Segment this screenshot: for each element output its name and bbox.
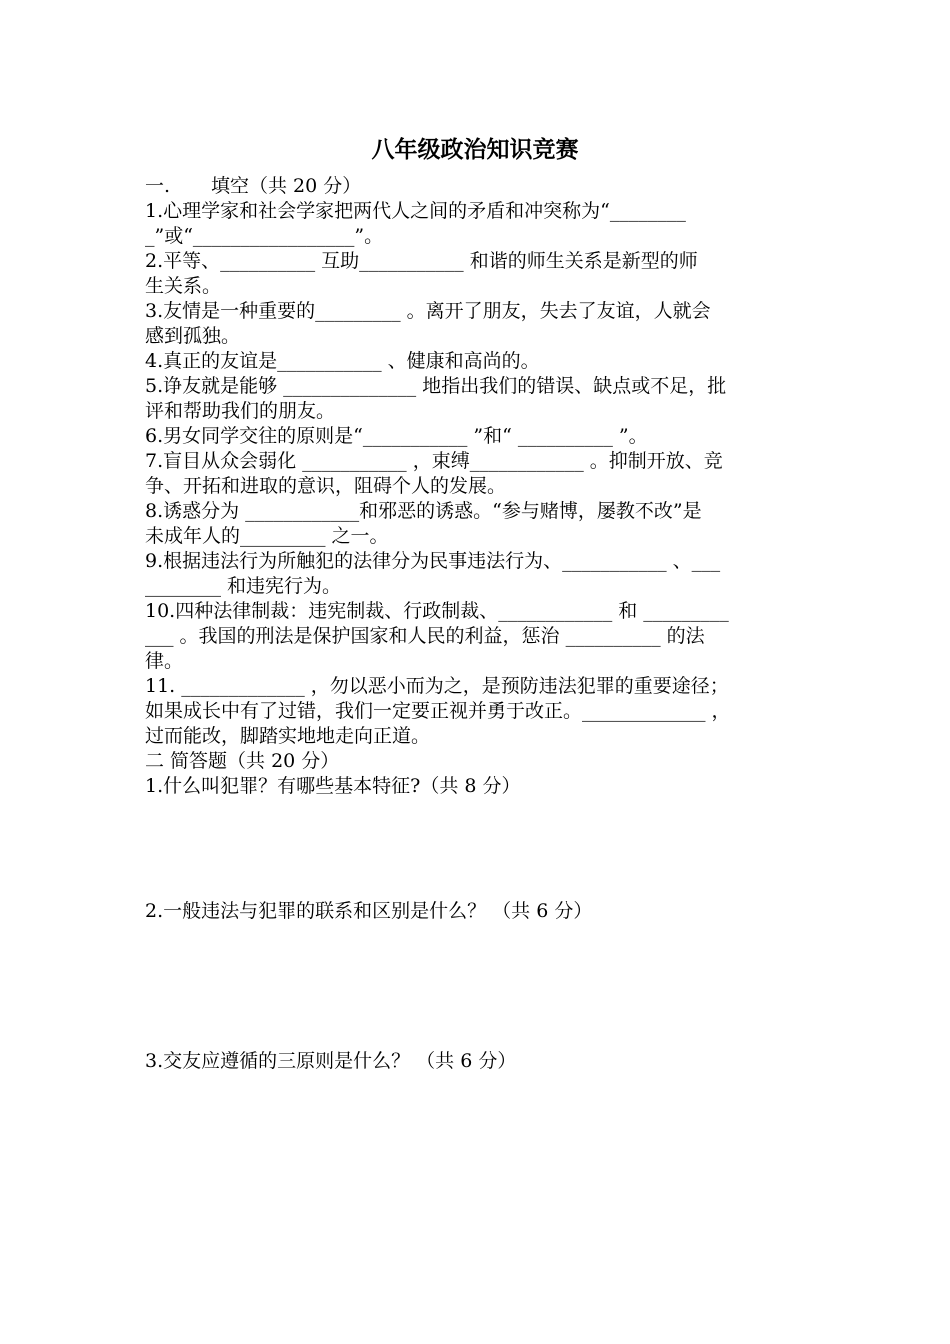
section-heading-fill-in	[145, 174, 810, 199]
fill-in-line: 9.根据违法行为所触犯的法律分为民事违法行为、___________ 、___	[145, 550, 721, 572]
fill-in-line: 如果成长中有了过错，我们一定要正视并勇于改正。_____________ ，	[145, 700, 731, 722]
question-3: 3.交友应遵循的三原则是什么？ （共 6 分）	[145, 1050, 517, 1072]
section-heading-short-answer: 二 简答题（共 20 分）	[145, 750, 340, 772]
fill-in-line: 2.平等、__________ 互助___________ 和谐的师生关系是新型的师	[145, 250, 698, 272]
fill-in-line: 生关系。	[145, 275, 222, 297]
fill-in-line: 争、开拓和进取的意识，阻碍个人的发展。	[145, 475, 507, 497]
fill-in-line: 未成年人的_________ 之一。	[145, 525, 389, 547]
fill-in-line: _”或“_________________”。	[145, 225, 384, 247]
section-title: 填空（共 20 分）	[211, 175, 362, 197]
fill-in-line: 6.男女同学交往的原则是“___________ ”和“ __________ ”。	[145, 425, 648, 447]
fill-in-line: ________ 和违宪行为。	[145, 575, 342, 597]
fill-in-line: 8.诱惑分为 ____________和邪恶的诱惑。“参与赌博，屡教不改”是	[145, 500, 702, 522]
question-1: 1.什么叫犯罪？有哪些基本特征?（共 8 分）	[145, 775, 521, 797]
fill-in-line: 律。	[145, 650, 184, 672]
fill-in-line: 3.友情是一种重要的_________ 。离开了朋友，失去了友谊，人就会	[145, 300, 711, 322]
fill-in-line: ___ 。我国的刑法是保护国家和人民的利益，惩治 __________ 的法	[145, 625, 705, 647]
document-title: 八年级政治知识竞赛	[371, 136, 579, 163]
fill-in-line: 5.诤友就是能够 ______________ 地指出我们的错误、缺点或不足，批	[145, 375, 727, 397]
document-body	[145, 174, 810, 1074]
fill-in-line: 评和帮助我们的朋友。	[145, 400, 336, 422]
fill-in-line: 10.四种法律制裁：违宪制裁、行政制裁、____________ 和 _________	[145, 600, 729, 622]
fill-in-line: 1.心理学家和社会学家把两代人之间的矛盾和冲突称为“________	[145, 200, 686, 222]
fill-in-line: 4.真正的友谊是___________ 、健康和高尚的。	[145, 350, 540, 372]
fill-in-line: 感到孤独。	[145, 325, 241, 347]
question-2: 2.一般违法与犯罪的联系和区别是什么？ （共 6 分）	[145, 900, 593, 922]
section-number: 一.	[145, 175, 171, 197]
fill-in-line: 过而能改，脚踏实地地走向正道。	[145, 725, 431, 747]
fill-in-line: 11. _____________ ，勿以恶小而为之，是预防违法犯罪的重要途径；	[145, 675, 729, 697]
fill-in-line: 7.盲目从众会弱化 ___________ ，束缚____________ 。抑制开放、竞	[145, 450, 723, 472]
answer-space	[145, 924, 810, 1049]
answer-space	[145, 799, 810, 899]
